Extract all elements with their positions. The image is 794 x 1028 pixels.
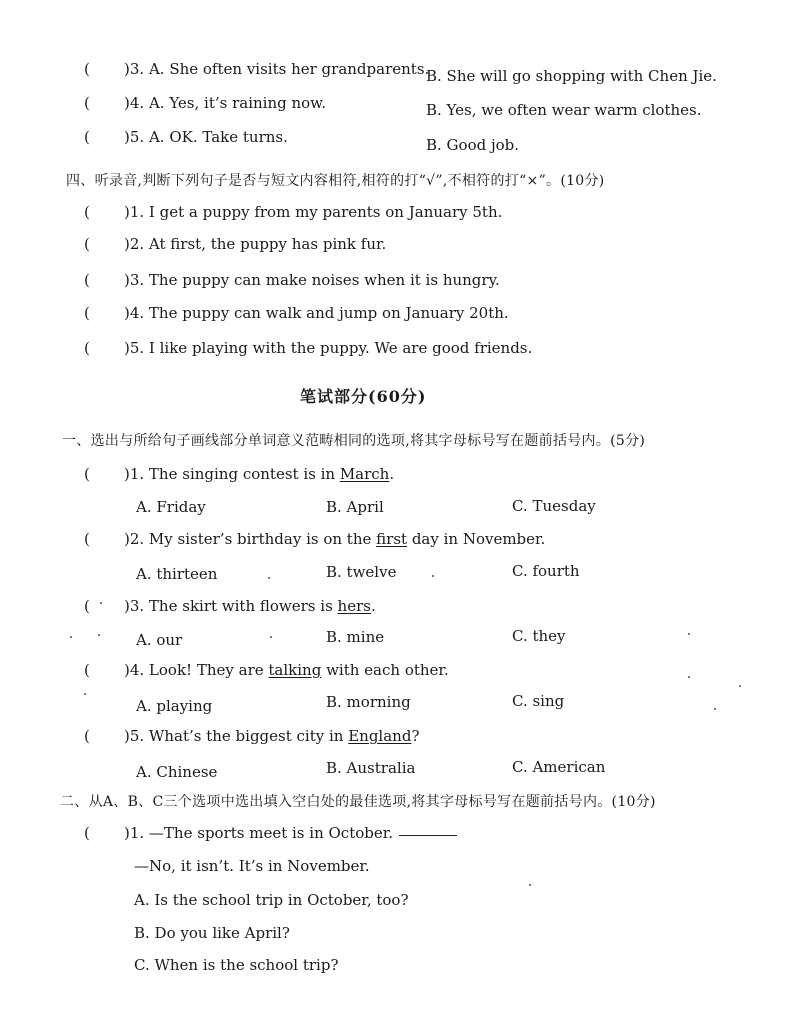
scan-speck [70, 636, 72, 638]
option-c[interactable]: C. fourth [512, 562, 580, 580]
scan-speck [98, 634, 100, 636]
option-c[interactable]: C. American [512, 758, 606, 776]
question-stem: ( )4. Look! They are talking with each other. [84, 661, 449, 679]
answer-blank[interactable] [399, 835, 457, 836]
answer-paren[interactable]: ( [84, 203, 90, 221]
option-a: A. Yes, it’s raining now. [148, 94, 327, 112]
option-c[interactable]: C. sing [512, 692, 565, 710]
listening-q5: ( )5. A. OK. Take turns. [84, 128, 288, 146]
question-stem: ( )3. The skirt with flowers is hers. [84, 597, 376, 615]
section-instruction: 四、听录音,判断下列句子是否与短文内容相符,相符的打“√”,不相符的打“×”。(10分) [66, 173, 605, 189]
answer-paren[interactable]: ( [84, 304, 90, 322]
option-a[interactable]: A. thirteen [136, 565, 218, 583]
scan-speck [714, 708, 716, 710]
judge-item: ( )3. The puppy can make noises when it is hungry. [84, 271, 500, 289]
judge-item: ( )4. The puppy can walk and jump on January 20th. [84, 304, 509, 322]
answer-paren[interactable]: ( [84, 94, 90, 112]
question-stem: ( )1. —The sports meet is in October. [84, 824, 457, 842]
judge-item: ( )5. I like playing with the puppy. We are good friends. [84, 339, 533, 357]
scan-speck [688, 676, 690, 678]
answer-paren[interactable]: ( [84, 235, 90, 253]
dialogue-reply: —No, it isn’t. It’s in November. [134, 857, 370, 875]
scan-speck [529, 884, 531, 886]
option-c[interactable]: C. they [512, 627, 566, 645]
option-b: B. Yes, we often wear warm clothes. [426, 101, 702, 119]
underlined-word: hers [337, 597, 371, 615]
answer-paren[interactable]: ( [84, 271, 90, 289]
scan-speck [100, 602, 102, 604]
section-instruction: 二、从A、B、C三个选项中选出填入空白处的最佳选项,将其字母标号写在题前括号内。(10分) [60, 794, 656, 810]
option-c[interactable]: C. Tuesday [512, 497, 596, 515]
scan-speck [432, 575, 434, 577]
listening-q4: ( )4. A. Yes, it’s raining now. [84, 94, 327, 112]
question-stem: ( )2. My sister’s birthday is on the first day in November. [84, 530, 546, 548]
judge-item: ( )2. At first, the puppy has pink fur. [84, 235, 387, 253]
underlined-word: England [348, 727, 412, 745]
answer-paren[interactable]: ( [84, 530, 90, 548]
option-b: B. Good job. [426, 136, 520, 154]
option-b[interactable]: B. Do you like April? [134, 924, 290, 942]
answer-paren[interactable]: ( [84, 128, 90, 146]
option-b[interactable]: B. morning [326, 693, 411, 711]
section-instruction: 一、选出与所给句子画线部分单词意义范畴相同的选项,将其字母标号写在题前括号内。(5分) [62, 433, 646, 449]
option-a[interactable]: A. Chinese [136, 763, 218, 781]
underlined-word: first [376, 530, 408, 548]
scan-speck [688, 633, 690, 635]
answer-paren[interactable]: ( [84, 339, 90, 357]
option-b[interactable]: B. mine [326, 628, 385, 646]
scan-speck [739, 685, 741, 687]
scan-speck [270, 636, 272, 638]
option-b[interactable]: B. Australia [326, 759, 416, 777]
question-stem: ( )1. The singing contest is in March. [84, 465, 395, 483]
underlined-word: talking [268, 661, 322, 679]
option-a: A. She often visits her grandparents. [148, 60, 430, 78]
option-b[interactable]: B. twelve [326, 563, 397, 581]
answer-paren[interactable]: ( [84, 465, 90, 483]
answer-paren[interactable]: ( [84, 597, 90, 615]
option-a[interactable]: A. our [136, 631, 183, 649]
answer-paren[interactable]: ( [84, 661, 90, 679]
option-a[interactable]: A. playing [136, 697, 213, 715]
question-stem: ( )5. What’s the biggest city in England? [84, 727, 420, 745]
judge-item: ( )1. I get a puppy from my parents on January 5th. [84, 203, 503, 221]
scan-speck [84, 693, 86, 695]
page-section-title: 笔试部分(60分) [300, 387, 427, 406]
answer-paren[interactable]: ( [84, 727, 90, 745]
option-b[interactable]: B. April [326, 498, 384, 516]
option-b: B. She will go shopping with Chen Jie. [426, 67, 717, 85]
answer-paren[interactable]: ( [84, 824, 90, 842]
option-c[interactable]: C. When is the school trip? [134, 956, 339, 974]
option-a: A. OK. Take turns. [148, 128, 288, 146]
listening-q3: ( )3. A. She often visits her grandparents. [84, 60, 430, 78]
option-a[interactable]: A. Friday [136, 498, 206, 516]
answer-paren[interactable]: ( [84, 60, 90, 78]
underlined-word: March [339, 465, 390, 483]
scan-speck [268, 577, 270, 579]
option-a[interactable]: A. Is the school trip in October, too? [134, 891, 409, 909]
